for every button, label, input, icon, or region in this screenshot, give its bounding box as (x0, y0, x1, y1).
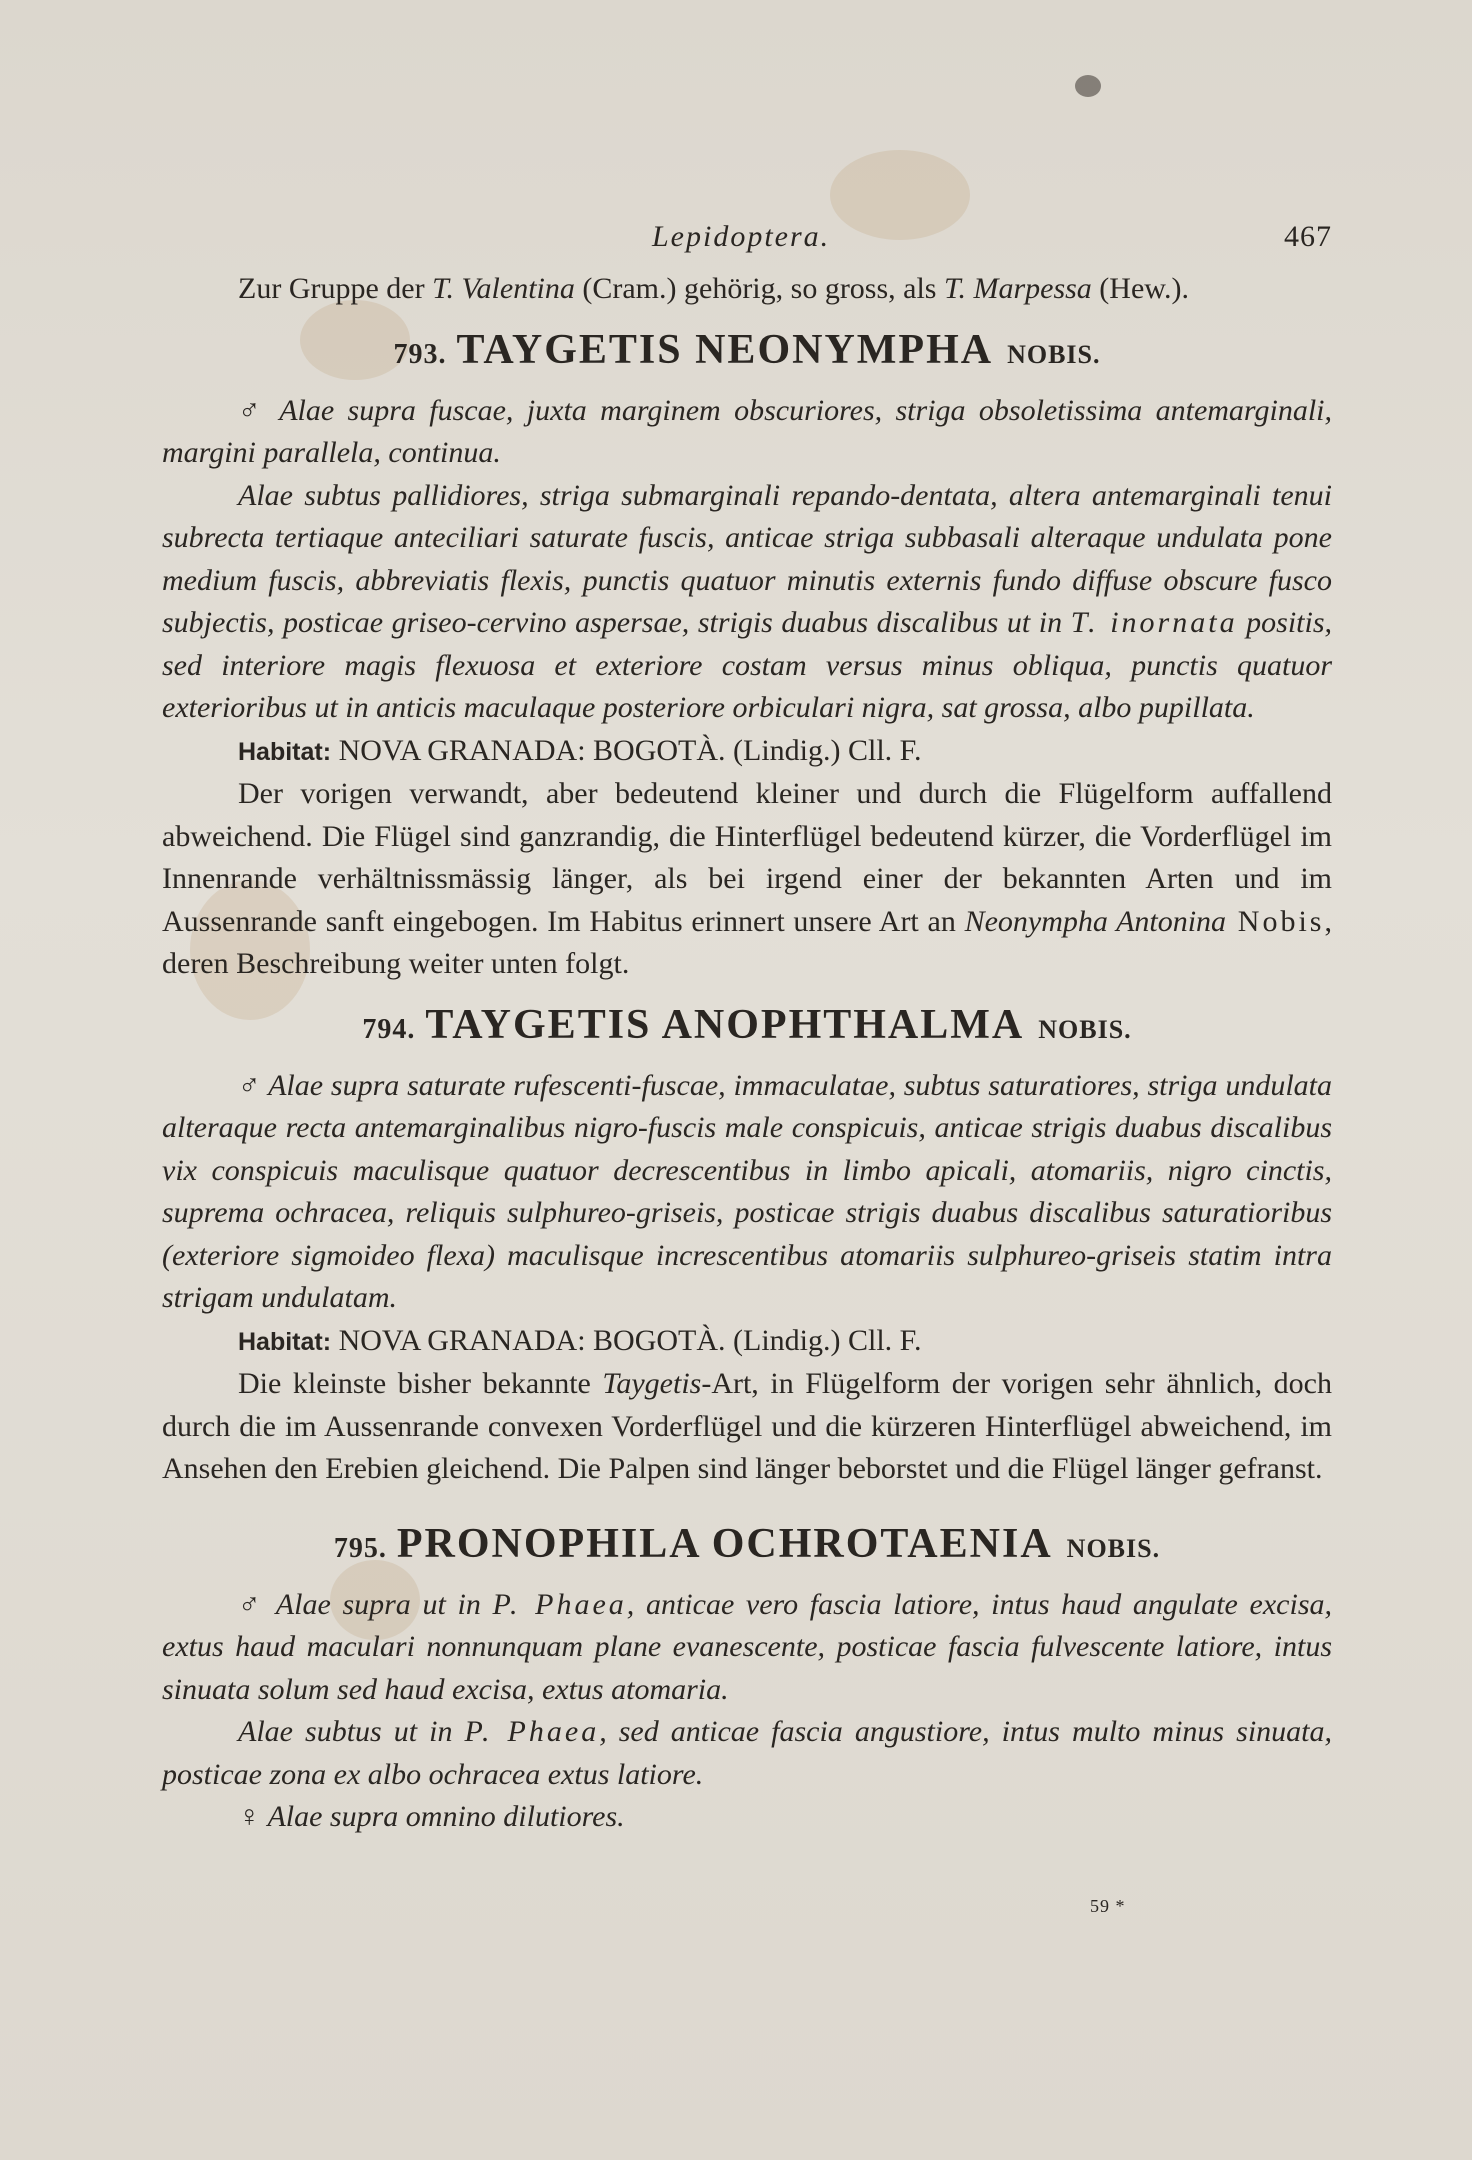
description-text: ♂ Alae supra ut in (238, 1587, 493, 1621)
running-head (162, 208, 1332, 268)
species-number: 793. (393, 338, 447, 370)
species-heading-793 (162, 325, 1332, 380)
genus-ref: Taygetis (602, 1367, 702, 1400)
species-description (162, 475, 1332, 730)
species-author: NOBIS. (1007, 339, 1101, 369)
intro-text: Zur Gruppe der (238, 272, 433, 305)
habitat-line (162, 1320, 1332, 1364)
species-name: TAYGETIS ANOPHTHALMA (425, 1001, 1025, 1048)
habitat-label: Habitat: (238, 737, 332, 766)
habitat-label: Habitat: (238, 1327, 332, 1356)
description-text: Alae subtus ut in (238, 1715, 465, 1748)
ink-spot (1075, 75, 1101, 97)
species-number: 794. (362, 1013, 416, 1045)
intro-text: (Hew.). (1091, 272, 1189, 305)
species-note (162, 773, 1332, 986)
author-ref: Nobis (1226, 904, 1325, 938)
description-text: , sed anticae fascia angustiore, intus multo minus sinuata, posticae zona ex albo ochracea extus latiore. (162, 1715, 1332, 1791)
species-heading-795 (162, 1519, 1332, 1574)
description-text: Alae subtus pallidiores, striga submarginali repando-dentata, altera antemarginali tenui subrecta tertiaque anteciliari saturate fuscis, anticae striga subbasali alteraque undulata pone medium fuscis, abbreviatis flexis, punctis quatuor minutis externis fundo diffuse obscure fusco subjectis, posticae griseo-cervino aspersae, strigis duabus discalibus ut in (162, 478, 1332, 639)
intro-species-ref: T. Valentina (432, 272, 575, 305)
text-block (162, 208, 1332, 1839)
intro-species-ref: T. Marpessa (944, 272, 1092, 305)
page-number: 467 (1284, 220, 1332, 253)
note-text: Die kleinste bisher bekannte (238, 1367, 603, 1400)
species-description: ♂ Alae supra saturate rufescenti-fuscae, immaculatae, subtus saturatiores, striga undulata alteraque recta antemarginalibus nigro-fuscis male conspicuis, anticae strigis duabus discalibus vix conspicuis maculisque quatuor decrescentibus in limbo apicali, atomariis, nigro cinctis, suprema ochracea, reliquis sulphureo-griseis, posticae strigis duabus discalibus saturatioribus (exteriore sigmoideo flexa) maculisque increscentibus atomariis sulphureo-griseis statim intra strigam undulatam. (162, 1068, 1332, 1314)
description-text: , anticae vero fascia latiore, intus haud angulate excisa, extus haud maculari nonnunquam plane evanescente, posticae fascia fulvescente latiore, intus sinuata solum sed haud excisa, extus atomaria. (162, 1587, 1332, 1706)
intro-paragraph (162, 268, 1332, 311)
habitat-line (162, 730, 1332, 774)
species-name: TAYGETIS NEONYMPHA (456, 326, 994, 373)
species-description: ♀ Alae supra omnino dilutiores. (238, 1800, 625, 1833)
species-ref: Neonympha Antonina (964, 904, 1227, 938)
species-ref: P. Phaea (492, 1587, 627, 1621)
note-text: Der vorigen verwandt, aber bedeutend kleiner und durch die Flügelform auffallend abweichend. Die Flügel sind ganzrandig, die Hinterflügel bedeutend kürzer, die Vorderflügel im Innenrande verhältnissmässig länger, als bei irgend einer der bekannten Arten und im Aussenrande sanft eingebogen. Im Habitus erinnert unsere Art an (162, 777, 1332, 938)
species-author: NOBIS. (1066, 1533, 1161, 1563)
species-description: ♂ Alae supra fuscae, juxta marginem obscuriores, striga obsoletissima antemarginali, margini parallela, continua. (162, 393, 1332, 469)
species-number: 795. (333, 1532, 387, 1564)
intro-text: (Cram.) gehörig, so gross, als (574, 272, 944, 305)
species-name: PRONOPHILA OCHROTAENIA (396, 1520, 1053, 1567)
note-text: , deren Beschreibung weiter unten folgt. (162, 904, 1332, 980)
habitat-text: NOVA GRANADA: BOGOTÀ. (Lindig.) Cll. F. (331, 733, 922, 767)
running-title: Lepidoptera. (652, 220, 831, 253)
species-note (162, 1363, 1332, 1491)
species-ref: P. Phaea (464, 1715, 600, 1748)
species-description (162, 1584, 1332, 1712)
note-text: -Art, in Flügelform der vorigen sehr ähnlich, doch durch die im Aussenrande convexen Vorderflügel und die kürzeren Hinterflügel abweichend, im Ansehen den Erebien gleichend. Die Palpen sind länger beborstet und die Flügel länger gefranst. (162, 1367, 1332, 1485)
habitat-text: NOVA GRANADA: BOGOTÀ. (Lindig.) Cll. F. (331, 1323, 922, 1357)
signature-mark: 59 * (1090, 1896, 1126, 1916)
species-ref: T. inornata (1070, 606, 1238, 639)
species-heading-794 (162, 1000, 1332, 1055)
species-author: NOBIS. (1038, 1014, 1132, 1044)
description-text: positis, sed interiore magis flexuosa et exteriore costam versus minus obliqua, punctis quatuor exterioribus ut in anticis maculaque posteriore orbiculari nigra, sat grossa, albo pupillata. (162, 606, 1332, 724)
species-description (162, 1711, 1332, 1796)
